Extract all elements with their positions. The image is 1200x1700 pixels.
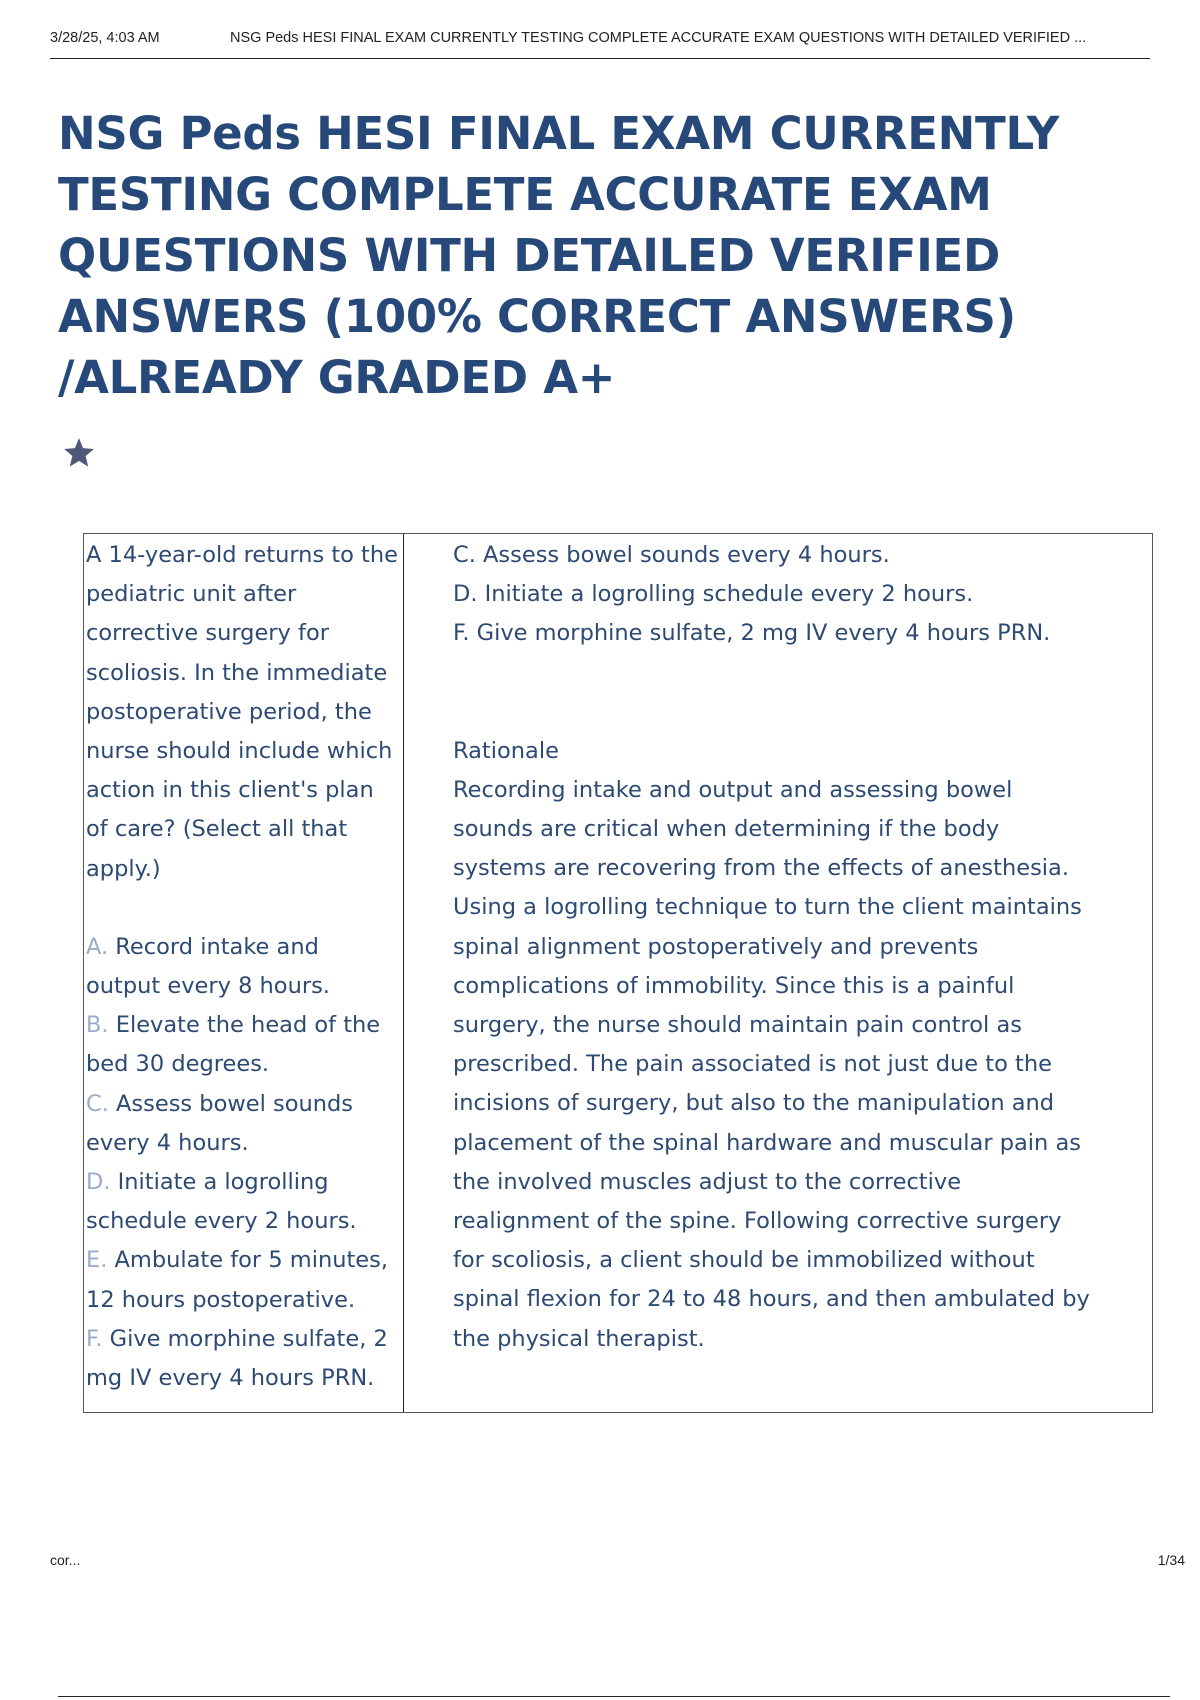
option-letter: A. [86,933,109,960]
rationale-heading: Rationale [453,737,559,764]
answer-cell [453,536,1093,1359]
page-bottom-rule [58,1696,1170,1697]
page-title: NSG Peds HESI FINAL EXAM CURRENTLY TESTING COMPLETE ACCURATE EXAM QUESTIONS WITH DETAILED VERIFIED ANSWERS (100% CORRECT ANSWERS) /ALREADY GRADED A+ [58,107,1060,404]
column-divider [403,534,404,1412]
print-header [50,28,1150,59]
option-letter: E. [86,1247,108,1274]
option-text: Record intake and output every 8 hours. [86,933,330,1000]
options-list [86,928,398,1398]
option-c [86,1085,398,1163]
correct-answer: C. Assess bowel sounds every 4 hours. [453,542,890,568]
option-text: Ambulate for 5 minutes, 12 hours postoperative. [86,1247,389,1313]
question-cell [86,536,398,1398]
option-d [86,1163,398,1241]
option-letter: D. [86,1169,111,1196]
star-icon-shape [64,438,94,466]
option-text: Elevate the head of the bed 30 degrees. [86,1012,381,1078]
page-number: 1/34 [1157,1552,1185,1568]
option-text: Initiate a logrolling schedule every 2 hours. [86,1169,357,1235]
option-e [86,1241,398,1319]
option-text: Assess bowel sounds every 4 hours. [86,1090,354,1156]
option-letter: C. [86,1090,109,1117]
footer-url: cor... [50,1552,81,1568]
correct-answer: F. Give morphine sulfate, 2 mg IV every 4 hours PRN. [453,620,1051,647]
option-f [86,1320,398,1398]
rationale-text: Recording intake and output and assessing bowel sounds are critical when determining if the body systems are recovering from the effects of anesthesia. Using a logrolling technique to turn the client maintains spinal alignment postoperatively and prevents complications of immobility. Since this is a painful surgery, the nurse should maintain pain control as prescribed. The pain associated is not just due to the incisions of surgery, but also to the manipulation and placement of the spinal hardware and muscular pain as the involved muscles adjust to the corrective realignment of the spine. Following corrective surgery for scoliosis, a client should be immobilized without spinal flexion for 24 to 48 hours, and then ambulated by the physical therapist. [453,776,1090,1352]
option-text: Give morphine sulfate, 2 mg IV every 4 hours PRN. [86,1325,388,1392]
option-letter: F. [86,1325,103,1352]
option-letter: B. [86,1012,109,1039]
qa-table [83,533,1153,1413]
option-a [86,928,398,1006]
print-datetime: 3/28/25, 4:03 AM [50,30,160,46]
star-icon[interactable] [62,436,96,470]
question-text: A 14-year-old returns to the pediatric unit after corrective surgery for scoliosis. In the immediate postoperative period, the nurse should include which action in this client's plan of care? (Select all that apply.) [86,542,398,882]
print-doc-title: NSG Peds HESI FINAL EXAM CURRENTLY TESTING COMPLETE ACCURATE EXAM QUESTIONS WITH DETAILED VERIFIED ... [230,30,1087,46]
option-b [86,1006,398,1084]
correct-answer: D. Initiate a logrolling schedule every 2 hours. [453,581,974,608]
